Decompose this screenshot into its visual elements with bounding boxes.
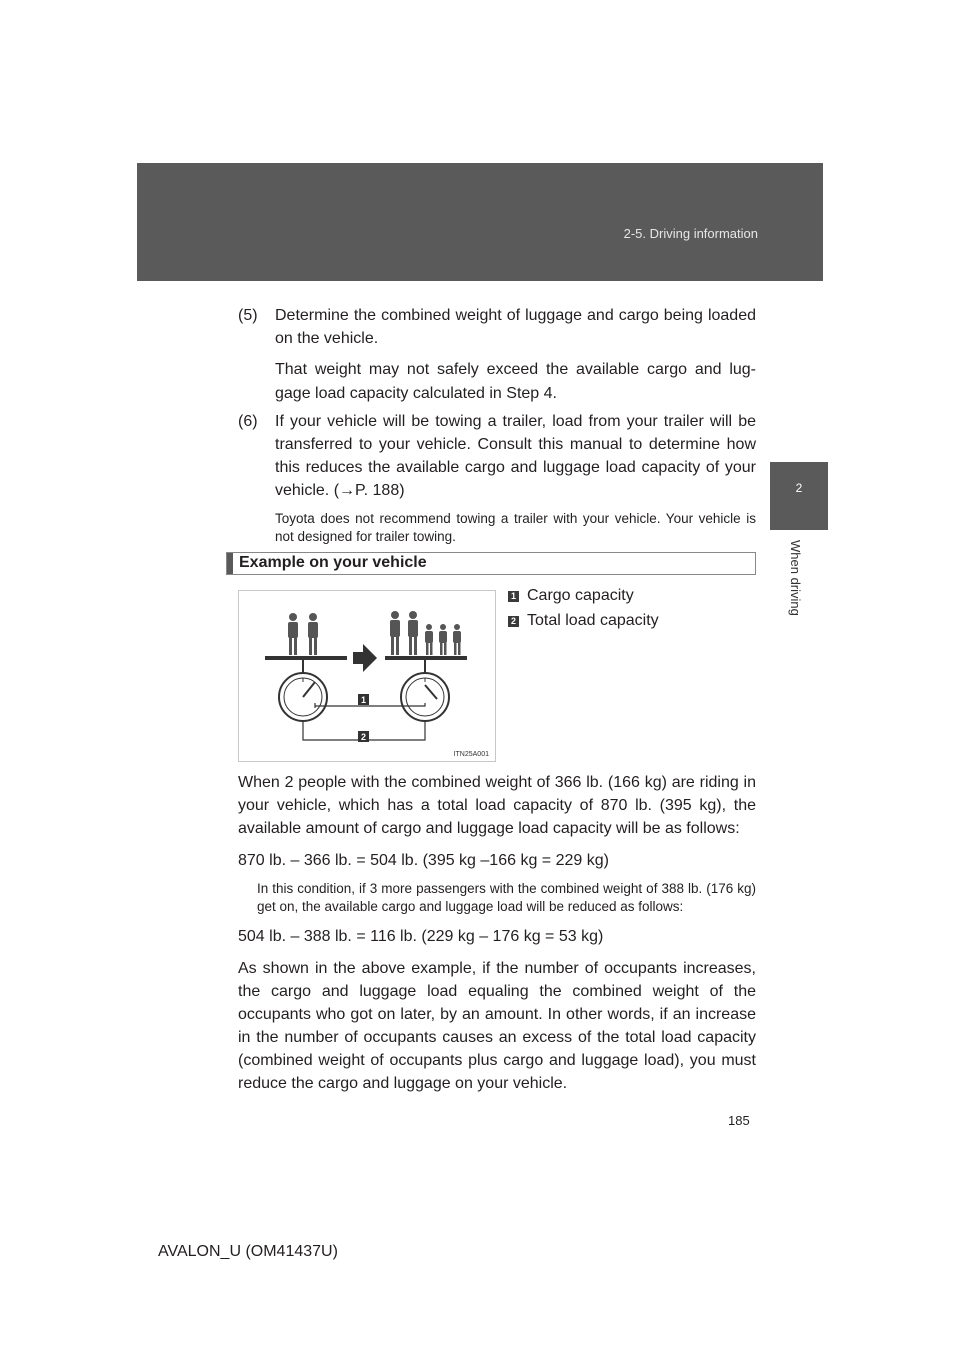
chapter-label: When driving — [788, 540, 803, 616]
page-number: 185 — [728, 1113, 750, 1128]
example-note: In this condition, if 3 more passengers with the combined weight of 388 lb. (176 kg) get on, the available cargo and luggage load will be reduced as follows: — [257, 881, 756, 914]
people-left — [288, 613, 318, 655]
step-text: Determine the combined weight of luggage and cargo being loaded on the vehicle. — [275, 307, 756, 347]
section-title: 2-5. Driving information — [623, 226, 758, 241]
example-body — [238, 771, 756, 1095]
calculation-1: 870 lb. – 366 lb. = 504 lb. (395 kg –166 kg = 229 kg) — [238, 852, 609, 869]
legend-badge: 1 — [508, 591, 519, 602]
towing-note: Toyota does not recommend towing a trailer with your vehicle. Your vehicle is not designed for trailer towing. — [275, 511, 756, 544]
left-platform — [265, 656, 347, 660]
example-heading-bar — [226, 552, 756, 575]
chapter-number: 2 — [795, 481, 803, 495]
right-platform — [385, 656, 467, 660]
calculation-2: 504 lb. – 388 lb. = 116 lb. (229 kg – 176 kg = 53 kg) — [238, 928, 604, 945]
arrow-icon — [353, 644, 377, 672]
legend-label: Cargo capacity — [527, 587, 634, 604]
step-text: If your vehicle will be towing a trailer, load from your trailer will be transferred to your vehicle. Consult this manual to determine how this reduces the available cargo and luggage load capacity of your vehicle. (→P. 188) — [275, 413, 756, 499]
chapter-tab — [770, 462, 828, 530]
figure-code: ITN25A001 — [453, 751, 489, 758]
step-number: (6) — [238, 413, 258, 430]
figure-badge-1-label: 1 — [360, 695, 367, 705]
legend-label: Total load capacity — [527, 612, 659, 629]
legend-item-cargo — [508, 587, 634, 605]
manual-code: AVALON_U (OM41437U) — [158, 1243, 338, 1260]
step-note: That weight may not safely exceed the available cargo and lug-gage load capacity calculated in Step 4. — [275, 361, 756, 402]
example-paragraph-1: When 2 people with the combined weight of 366 lb. (166 kg) are riding in your vehicle, which has a total load capacity of 870 lb. (395 kg), the available amount of cargo and luggage load capacity will be as follows: — [238, 774, 756, 837]
example-paragraph-2: As shown in the above example, if the number of occupants increases, the cargo and luggage load equaling the combined weight of the occupants who got on later, by an amount. In other words, if an increase in the number of occupants causes an excess of the total load capacity (combined weight of occupants plus cargo and luggage load), you must reduce the cargo and luggage on your vehicle. — [238, 960, 756, 1092]
step-number: (5) — [238, 307, 258, 324]
load-capacity-illustration — [239, 591, 495, 761]
header-band — [137, 163, 823, 281]
example-heading: Example on your vehicle — [239, 554, 427, 571]
legend-item-total — [508, 612, 659, 630]
step-5 — [238, 304, 756, 406]
right-gauge — [401, 673, 449, 721]
left-gauge — [279, 673, 327, 721]
people-right — [390, 611, 461, 655]
figure-badge-2-label: 2 — [360, 732, 367, 742]
load-capacity-figure — [238, 590, 496, 762]
legend-badge: 2 — [508, 616, 519, 627]
step-6 — [238, 410, 756, 546]
